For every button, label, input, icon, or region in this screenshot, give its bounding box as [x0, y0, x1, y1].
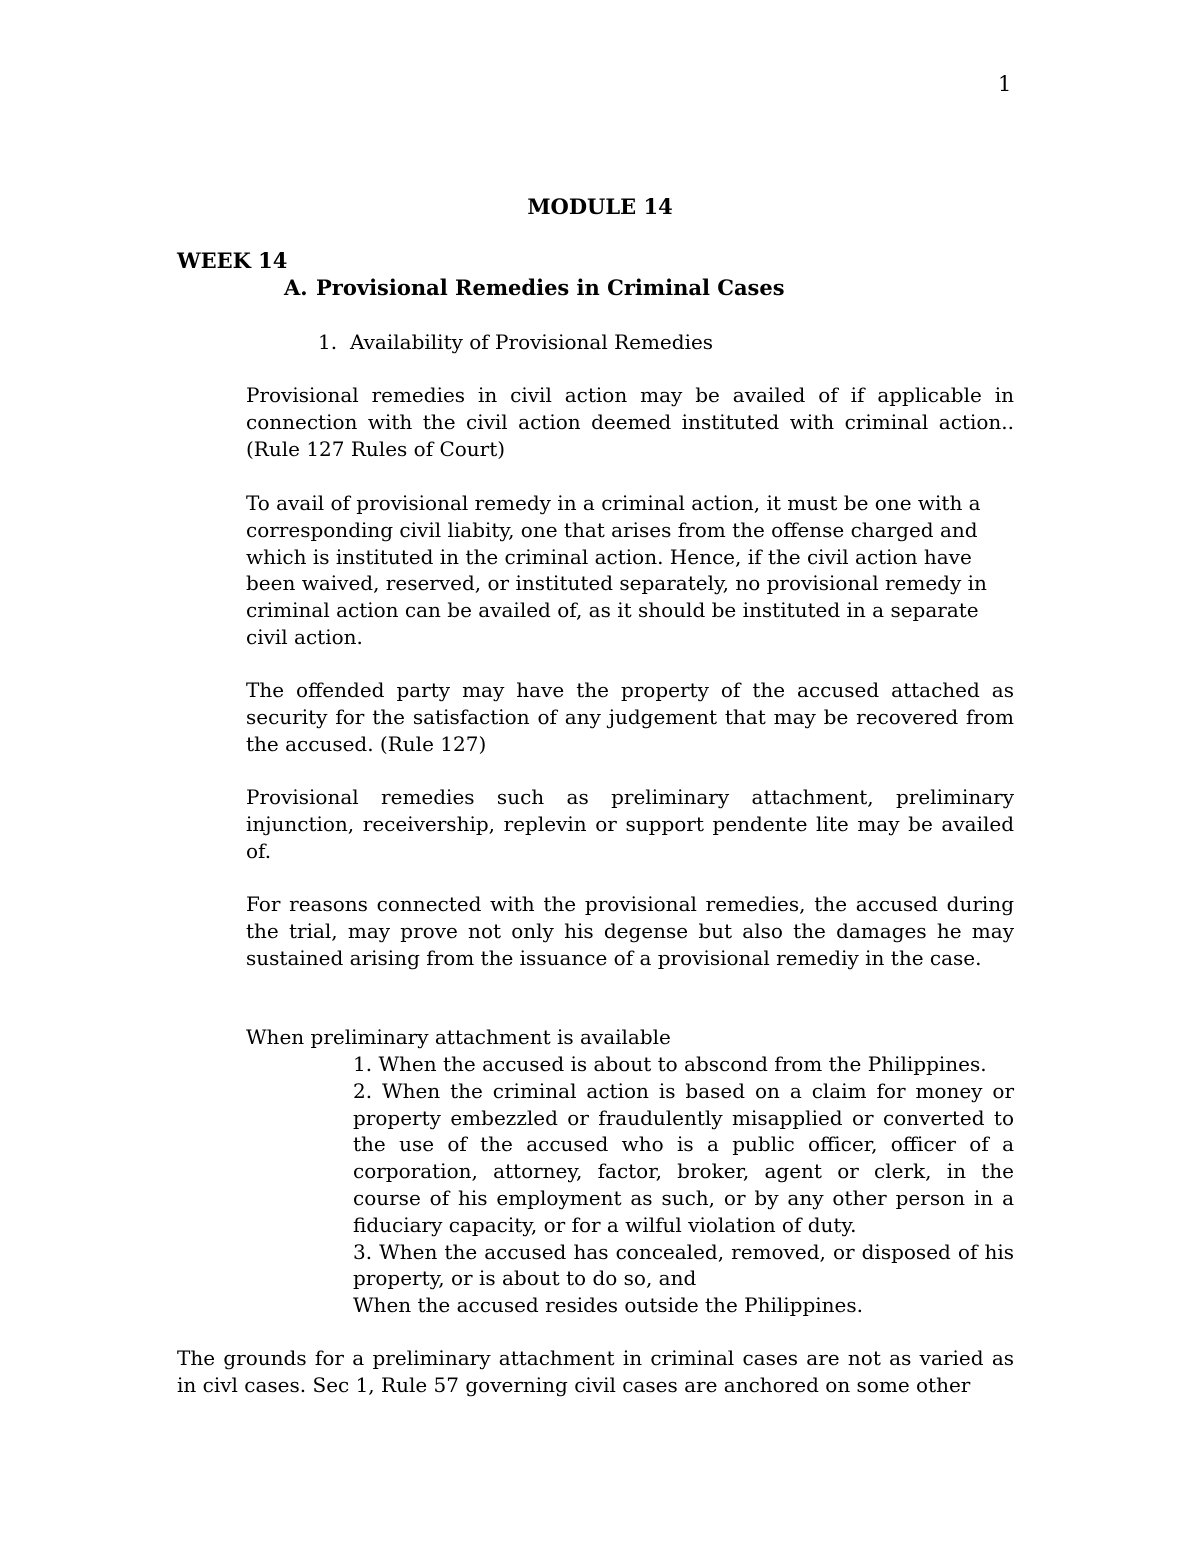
list-item: When the accused resides outside the Philippines. [353, 1293, 863, 1318]
week-label: WEEK 14 [177, 248, 288, 273]
section-marker: A. [284, 275, 308, 300]
paragraph-grounds-comparison: The grounds for a preliminary attachment in criminal cases are not as varied as in civl cases. Sec 1, Rule 57 governing civil cases are anchored on some other [177, 1346, 1014, 1397]
attachment-list-intro: When preliminary attachment is available [246, 1025, 671, 1049]
list-item: 1. When the accused is about to abscond from the Philippines. [353, 1052, 987, 1076]
paragraph-rule-127: Provisional remedies in civil action may be availed of if applicable in connection with the civil action deemed instituted with criminal action.. (Rule 127 Rules of Court) [246, 383, 1014, 461]
list-item: 3. When the accused has concealed, removed, or disposed of his property, or is about to do so, and [353, 1239, 1014, 1291]
section-title: Provisional Remedies in Criminal Cases [316, 275, 785, 300]
paragraph-availing-remedy: To avail of provisional remedy in a criminal action, it must be one with a corresponding civil liabity, one that arises from the offense charged and which is instituted in the criminal action. Hence, if the civil action have been waived, reserved, or instituted separately, no provisional remedy in criminal action can be availed of, as it should be instituted in a separate civil action. [246, 491, 987, 649]
subsection-marker: 1. [318, 330, 338, 354]
paragraph-accused-damages: For reasons connected with the provisional remedies, the accused during the trial, may prove not only his degense but also the damages he may sustained arising from the issuance of a provisional remediy in the case. [246, 892, 1014, 970]
subsection-heading [318, 330, 713, 354]
module-title: MODULE 14 [527, 194, 673, 219]
page-number: 1 [998, 72, 1012, 96]
list-item: 2. When the criminal action is based on a claim for money or property embezzled or fraudulently misapplied or converted to the use of the accused who is a public officer, officer of a corporation, attorney, factor, broker, agent or clerk, in the course of his employment as such, or by any other person in a fiduciary capacity, or for a wilful violation of duty. [353, 1078, 1014, 1237]
paragraph-remedy-types: Provisional remedies such as preliminary attachment, preliminary injunction, receivership, replevin or support pendente lite may be availed of. [246, 785, 1014, 863]
paragraph-attachment-security: The offended party may have the property of the accused attached as security for the satisfaction of any judgement that may be recovered from the accused. (Rule 127) [246, 678, 1014, 756]
section-heading [284, 275, 785, 300]
subsection-title: Availability of Provisional Remedies [350, 330, 714, 354]
attachment-grounds-list [353, 1051, 1014, 1319]
